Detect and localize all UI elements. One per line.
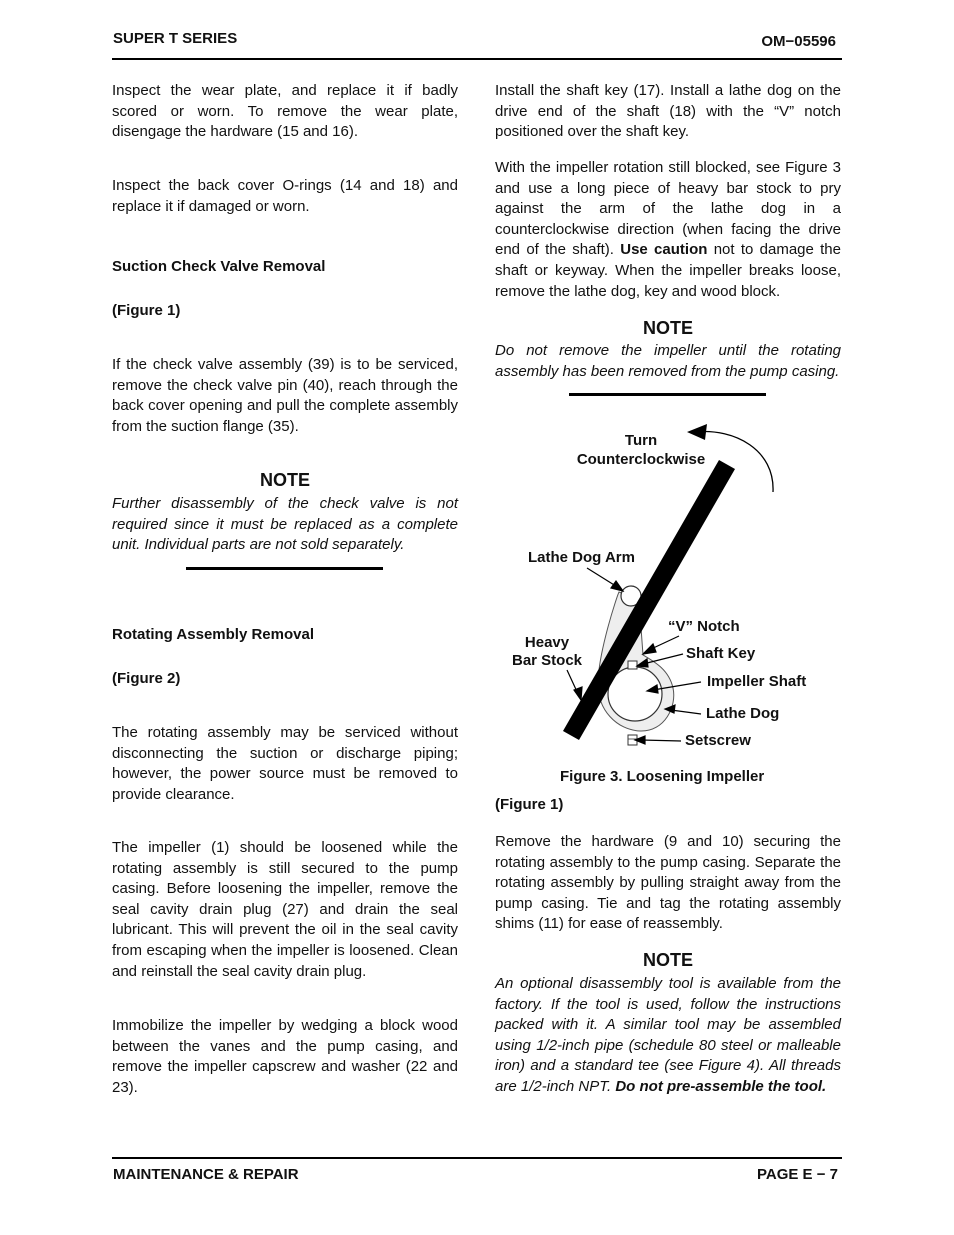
note-rule-1 xyxy=(186,567,383,570)
left-paragraph-wear-plate: Inspect the wear plate, and replace it if badly scored or worn. To remove the wear plate, disengage the hardware (15 and 16). xyxy=(112,82,458,141)
note-body-1: Further disassembly of the check valve is not required since it must be replaced as a complete unit. Individual parts are not sold separately. xyxy=(112,495,458,554)
note-rule-2 xyxy=(569,393,766,396)
right-paragraph-shaft-key: Install the shaft key (17). Install a lathe dog on the drive end of the shaft (18) with the “V” notch positioned over the shaft key. xyxy=(495,82,841,141)
footer-rule xyxy=(112,1157,842,1159)
label-lathe-dog: Lathe Dog xyxy=(706,705,780,722)
left-paragraph-rotating-assembly: The rotating assembly may be serviced without disconnecting the suction or discharge piping; however, the power source must be removed to provide clearance. xyxy=(112,724,458,803)
header-series: SUPER T SERIES xyxy=(113,30,238,47)
note-title-1: NOTE xyxy=(259,470,310,490)
right-figure-ref: (Figure 1) xyxy=(495,796,564,813)
heading-suction-check-valve: Suction Check Valve Removal xyxy=(112,258,326,275)
right-paragraph-bar-stock: With the impeller rotation still blocked, see Figure 3 and use a long piece of heavy bar stock to pry against the arm of the lathe dog in a counterclockwise direction (when facing the drive end of the shaft). Use caution not to damage the shaft or keyway. When the impeller breaks loose, remove the lathe dog, key and wood block. xyxy=(495,159,841,300)
turn-arrowhead xyxy=(687,424,707,440)
left-paragraph-check-valve: If the check valve assembly (39) is to be serviced, remove the check valve pin (40), reach through the back cover opening and pull the complete assembly from the suction flange (35). xyxy=(112,356,458,435)
header-doc-number: OM−05596 xyxy=(761,33,836,50)
left-paragraph-orings: Inspect the back cover O-rings (14 and 18) and replace it if damaged or worn. xyxy=(112,177,458,215)
right-paragraph-remove-hardware: Remove the hardware (9 and 10) securing the rotating assembly to the pump casing. Separate the rotating assembly by pulling straight away from the pump casing. Tie and tag the rotating assembly shims (11) for ease of reassembly. xyxy=(495,833,841,933)
footer-page-number: PAGE E − 7 xyxy=(756,1166,838,1183)
label-turn: Turn xyxy=(624,432,658,449)
label-bar-stock: Bar Stock xyxy=(511,652,583,669)
note-title-2: NOTE xyxy=(642,318,693,338)
heading-rotating-assembly: Rotating Assembly Removal xyxy=(112,626,314,643)
header-rule xyxy=(112,58,842,60)
label-lathe-dog-arm: Lathe Dog Arm xyxy=(528,549,635,566)
heading-figure-ref-1: (Figure 1) xyxy=(112,302,181,319)
left-paragraph-immobilize: Immobilize the impeller by wedging a block wood between the vanes and the pump casing, and remove the impeller capscrew and washer (22 and 23). xyxy=(112,1017,458,1096)
heading-figure-ref-2: (Figure 2) xyxy=(112,670,181,687)
note-body-2: Do not remove the impeller until the rotating assembly has been removed from the pump casing. xyxy=(495,342,841,380)
label-shaft-key: Shaft Key xyxy=(686,645,756,662)
label-impeller-shaft: Impeller Shaft xyxy=(707,673,807,690)
figure-loosening-impeller xyxy=(495,400,841,760)
left-paragraph-impeller-loosen: The impeller (1) should be loosened while the rotating assembly is still secured to the pump casing. Before loosening the impeller, remove the seal cavity drain plug (27) and drain the seal lubricant. This will prevent the oil in the seal cavity from escaping when the impeller is loosened. Clean and reinstall the seal cavity drain plug. xyxy=(112,839,458,980)
figure-caption: Figure 3. Loosening Impeller xyxy=(560,768,765,785)
label-v-notch: “V” Notch xyxy=(668,618,740,635)
label-heavy: Heavy xyxy=(524,634,570,651)
label-counterclockwise: Counterclockwise xyxy=(576,451,706,468)
label-setscrew: Setscrew xyxy=(685,732,751,749)
note-title-3: NOTE xyxy=(642,950,693,970)
shaft-key xyxy=(628,661,637,669)
note-body-3: An optional disassembly tool is available from the factory. If the tool is used, follow the instructions packed with it. A similar tool may be assembled using 1/2-inch pipe (schedule 80 steel or malleable iron) and a standard tee (see Figure 4). All threads are 1/2-inch NPT. Do not pre-assemble the tool. xyxy=(495,975,841,1095)
footer-section: MAINTENANCE & REPAIR xyxy=(113,1166,299,1183)
